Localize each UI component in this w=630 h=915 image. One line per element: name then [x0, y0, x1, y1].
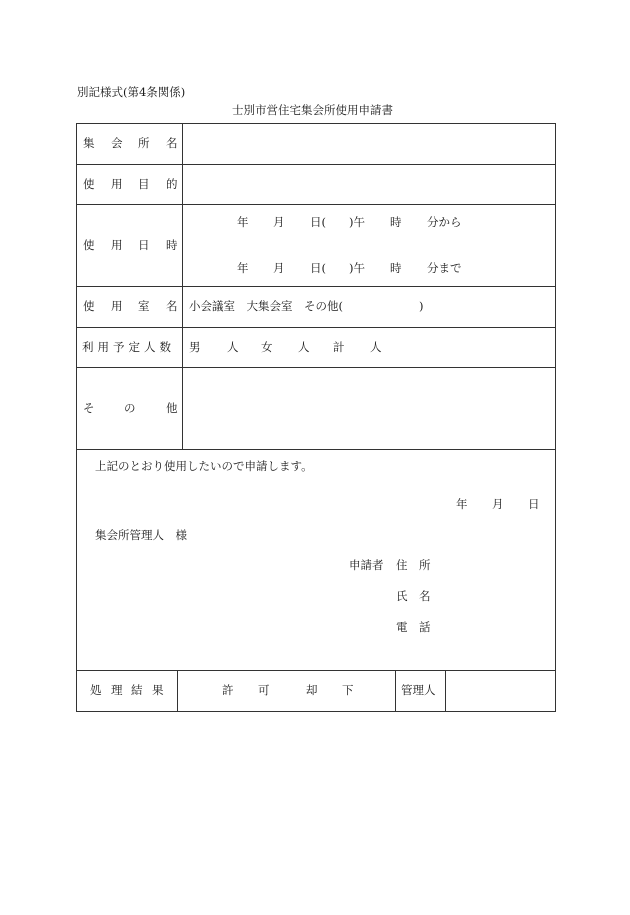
declaration-statement: 上記のとおり使用したいので申請します。	[95, 459, 313, 473]
purpose-label-char: 目	[138, 177, 150, 191]
date-month-label: 月	[492, 497, 504, 511]
applicant-label: 申請者	[349, 558, 384, 572]
datetime-label-char: 時	[166, 238, 178, 252]
addressee: 集会所管理人 様	[95, 528, 187, 542]
room-label-char: 用	[111, 299, 123, 313]
result-label-char: 結	[131, 683, 143, 697]
minute-to-label: 分まで	[427, 261, 462, 275]
datetime-label-char: 日	[138, 238, 150, 252]
form-title: 士別市営住宅集会所使用申請書	[232, 103, 393, 117]
purpose-field[interactable]	[183, 165, 555, 204]
hour-label: 時	[390, 215, 402, 229]
attendees-label: 利用予定人数	[82, 340, 175, 354]
manager-seal-field[interactable]	[446, 671, 555, 711]
room-label-char: 室	[138, 299, 150, 313]
room-label-char: 使	[83, 299, 95, 313]
male-label: 男	[189, 340, 201, 354]
female-label: 女	[261, 340, 273, 354]
phone-label: 電 話	[396, 620, 431, 634]
approve-option[interactable]: 許	[222, 683, 234, 697]
reject-option[interactable]: 下	[342, 683, 354, 697]
male-count-unit: 人	[227, 340, 239, 354]
hall-name-field[interactable]	[183, 124, 555, 164]
hour-label: 時	[390, 261, 402, 275]
month-label: 月	[273, 261, 285, 275]
reject-option[interactable]: 却	[306, 683, 318, 697]
am-pm-label: )午	[349, 215, 365, 229]
purpose-label-char: 的	[166, 177, 178, 191]
hall-name-label-char: 名	[166, 136, 178, 150]
hall-name-label-char: 所	[138, 136, 150, 150]
room-label-char: 名	[166, 299, 178, 313]
date-day-label: 日	[528, 497, 540, 511]
day-label: 日(	[310, 261, 326, 275]
hall-name-label-char: 集	[83, 136, 95, 150]
room-other-close: )	[419, 299, 424, 313]
other-label-char: 他	[166, 401, 178, 415]
result-label-char: 果	[152, 683, 164, 697]
result-label-char: 処	[90, 683, 102, 697]
date-year-label: 年	[456, 497, 468, 511]
name-label: 氏 名	[396, 589, 431, 603]
am-pm-label: )午	[349, 261, 365, 275]
manager-label: 管理人	[401, 683, 436, 697]
other-label-char: そ	[83, 401, 95, 415]
result-label-char: 理	[111, 683, 123, 697]
total-label: 計	[333, 340, 345, 354]
address-label: 住 所	[396, 558, 431, 572]
purpose-label-char: 用	[111, 177, 123, 191]
other-label-char: の	[124, 401, 136, 415]
female-count-unit: 人	[298, 340, 310, 354]
month-label: 月	[273, 215, 285, 229]
form-reference: 別記様式(第4条関係)	[77, 85, 186, 99]
room-options[interactable]: 小会議室 大集会室 その他(	[189, 299, 343, 313]
approve-option[interactable]: 可	[258, 683, 270, 697]
datetime-label-char: 用	[111, 238, 123, 252]
year-label: 年	[237, 261, 249, 275]
datetime-label-char: 使	[83, 238, 95, 252]
total-count-unit: 人	[370, 340, 382, 354]
other-field[interactable]	[183, 368, 555, 449]
hall-name-label-char: 会	[111, 136, 123, 150]
purpose-label-char: 使	[83, 177, 95, 191]
minute-from-label: 分から	[427, 215, 462, 229]
day-label: 日(	[310, 215, 326, 229]
year-label: 年	[237, 215, 249, 229]
